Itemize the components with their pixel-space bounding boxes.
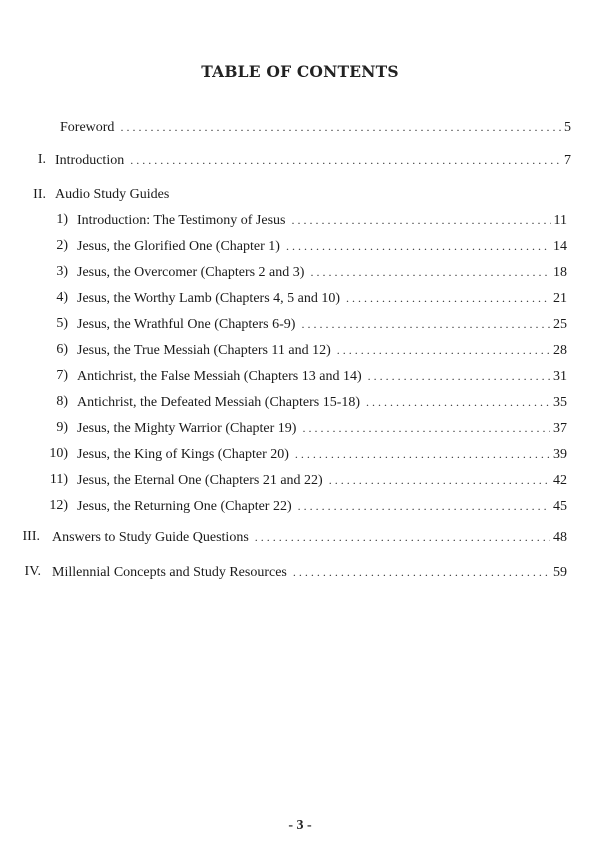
toc-page-number: 42: [553, 473, 567, 488]
toc-entry-label: Millennial Concepts and Study Resources: [52, 565, 287, 580]
toc-page-number: 21: [553, 291, 567, 306]
toc-entry-label: Introduction: The Testimony of Jesus: [77, 213, 286, 228]
toc-page-number: 11: [553, 213, 567, 228]
toc-page-number: 59: [553, 565, 567, 580]
toc-guide-9[interactable]: [77, 418, 567, 438]
dot-leader: [295, 444, 550, 464]
toc-guide-7[interactable]: [77, 366, 567, 386]
toc-page-number: 37: [553, 421, 567, 436]
toc-entry-label: Jesus, the King of Kings (Chapter 20): [77, 447, 289, 462]
toc-guide-8[interactable]: [77, 392, 567, 412]
guide-number: 9): [56, 420, 68, 435]
section-numeral: IV.: [24, 564, 41, 579]
toc-guide-10[interactable]: [77, 444, 567, 464]
toc-entry-label: Jesus, the Overcomer (Chapters 2 and 3): [77, 265, 305, 280]
toc-entry-label: Jesus, the Worthy Lamb (Chapters 4, 5 and 10): [77, 291, 341, 306]
dot-leader: [298, 496, 550, 516]
toc-page-number: 35: [553, 395, 567, 410]
toc-guide-6[interactable]: [77, 340, 567, 360]
guide-number: 10): [49, 446, 68, 461]
toc-page-number: 25: [553, 317, 567, 332]
dot-leader: [301, 314, 550, 334]
toc-entry-label: Audio Study Guides: [55, 187, 170, 202]
toc-guide-5[interactable]: [77, 314, 567, 334]
toc-page-number: 7: [564, 153, 571, 168]
toc-guide-11[interactable]: [77, 470, 567, 490]
guide-number: 12): [49, 498, 68, 513]
toc-page-number: 39: [553, 447, 567, 462]
dot-leader: [337, 340, 550, 360]
guide-number: 2): [56, 238, 68, 253]
toc-page-number: 48: [553, 530, 567, 545]
toc-entry-label: Jesus, the Wrathful One (Chapters 6-9): [77, 317, 296, 332]
dot-leader: [310, 262, 550, 282]
section-numeral: II.: [33, 187, 46, 202]
dot-leader: [130, 150, 561, 170]
guide-number: 6): [56, 342, 68, 357]
toc-entry-label: Jesus, the Eternal One (Chapters 21 and 22): [77, 473, 323, 488]
toc-entry-answers[interactable]: [52, 527, 567, 547]
toc-page-number: 14: [553, 239, 567, 254]
dot-leader: [255, 527, 550, 547]
toc-page-number: 28: [553, 343, 567, 358]
dot-leader: [329, 470, 550, 490]
toc-guide-1[interactable]: [77, 210, 567, 230]
guide-number: 4): [56, 290, 68, 305]
toc-entry-label: Jesus, the Glorified One (Chapter 1): [77, 239, 280, 254]
guide-number: 5): [56, 316, 68, 331]
toc-entry-label: Introduction: [55, 153, 125, 168]
dot-leader: [293, 562, 550, 582]
guide-number: 1): [56, 212, 68, 227]
toc-page-number: 45: [553, 499, 567, 514]
toc-guide-12[interactable]: [77, 496, 567, 516]
dot-leader: [291, 210, 550, 230]
guide-number: 3): [56, 264, 68, 279]
guide-number: 8): [56, 394, 68, 409]
toc-entry-label: Jesus, the Mighty Warrior (Chapter 19): [77, 421, 297, 436]
toc-entry-millennial-concepts[interactable]: [52, 562, 567, 582]
toc-entry-foreword[interactable]: [60, 117, 571, 137]
toc-page-number: 31: [553, 369, 567, 384]
toc-entry-label: Answers to Study Guide Questions: [52, 530, 249, 545]
toc-guide-3[interactable]: [77, 262, 567, 282]
toc-entry-label: Antichrist, the Defeated Messiah (Chapters 15-18): [77, 395, 361, 410]
section-numeral: I.: [37, 152, 46, 167]
page-number-footer: - 3 -: [288, 818, 312, 833]
toc-page-number: 5: [564, 120, 571, 135]
dot-leader: [346, 288, 550, 308]
toc-entry-label: Foreword: [60, 120, 115, 135]
guide-number: 11): [49, 472, 68, 487]
dot-leader: [286, 236, 550, 256]
dot-leader: [120, 117, 561, 137]
page-title: TABLE OF CONTENTS: [201, 62, 399, 81]
toc-entry-introduction[interactable]: [55, 150, 571, 170]
toc-guide-4[interactable]: [77, 288, 567, 308]
dot-leader: [366, 392, 550, 412]
dot-leader: [302, 418, 550, 438]
guide-number: 7): [56, 368, 68, 383]
toc-entry-label: Antichrist, the False Messiah (Chapters 13 and 14): [77, 369, 362, 384]
toc-entry-label: Jesus, the True Messiah (Chapters 11 and 12): [77, 343, 331, 358]
section-numeral: III.: [22, 529, 40, 544]
toc-guide-2[interactable]: [77, 236, 567, 256]
toc-entry-label: Jesus, the Returning One (Chapter 22): [77, 499, 292, 514]
dot-leader: [368, 366, 550, 386]
toc-page-number: 18: [553, 265, 567, 280]
toc-section-audio-study-guides: [55, 185, 571, 205]
